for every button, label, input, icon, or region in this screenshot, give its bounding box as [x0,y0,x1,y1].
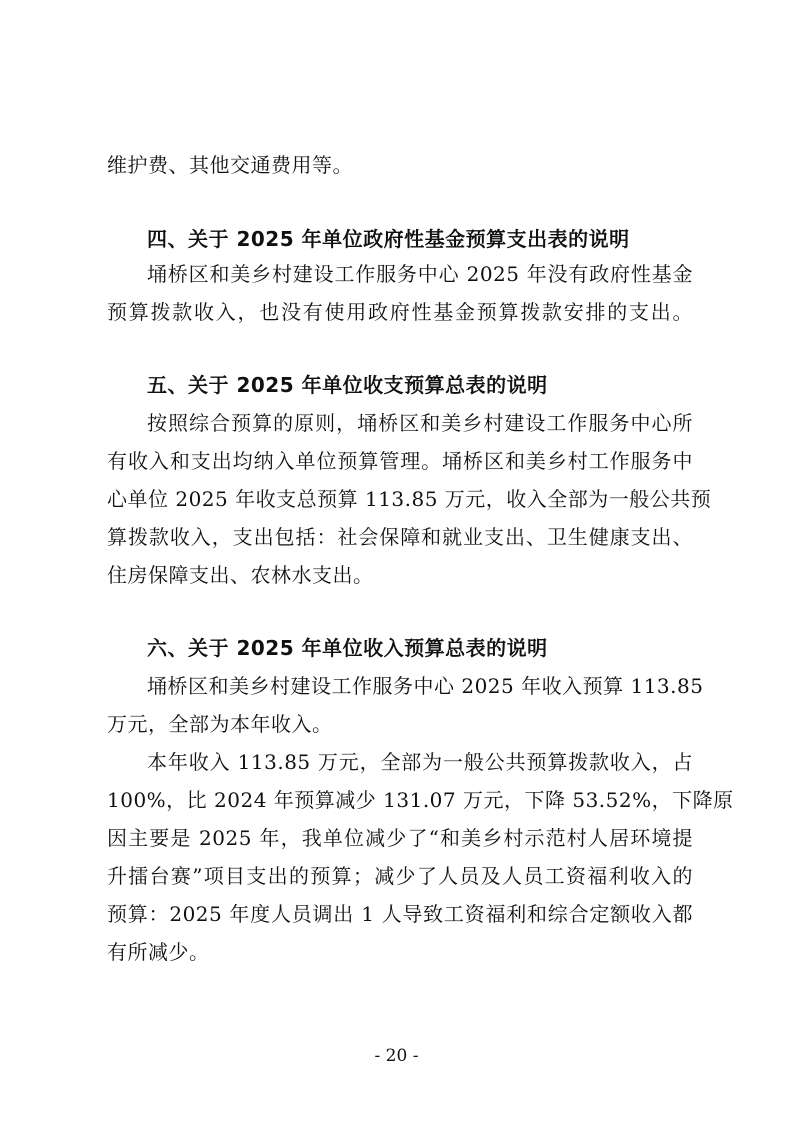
paragraph-line: 算拨款收入，支出包括：社会保障和就业支出、卫生健康支出、 [107,525,693,549]
paragraph-line: 按照综合预算的原则，埇桥区和美乡村建设工作服务中心所 [147,411,693,435]
paragraph-line: 本年收入 113.85 万元，全部为一般公共预算拨款收入，占 [147,750,693,774]
paragraph-line: 升擂台赛”项目支出的预算；减少了人员及人员工资福利收入的 [107,864,693,888]
paragraph-line: 维护费、其他交通费用等。 [107,153,353,177]
paragraph-line: 有收入和支出均纳入单位预算管理。埇桥区和美乡村工作服务中 [107,449,693,473]
paragraph-line: 有所减少。 [107,940,210,964]
paragraph-line: 万元，全部为本年收入。 [107,712,333,736]
section-heading-4: 四、关于 2025 年单位政府性基金预算支出表的说明 [147,227,630,251]
paragraph-line: 住房保障支出、农林水支出。 [107,563,374,587]
section-heading-6: 六、关于 2025 年单位收入预算总表的说明 [147,636,548,660]
page-number: - 20 - [374,1046,419,1066]
section-heading-5: 五、关于 2025 年单位收支预算总表的说明 [147,373,548,397]
paragraph-line: 预算拨款收入，也没有使用政府性基金预算拨款安排的支出。 [107,300,693,324]
paragraph-line: 100%，比 2024 年预算减少 131.07 万元，下降 53.52%，下降原 [107,788,734,812]
paragraph-line: 因主要是 2025 年，我单位减少了“和美乡村示范村人居环境提 [107,826,693,850]
paragraph-line: 预算：2025 年度人员调出 1 人导致工资福利和综合定额收入都 [107,902,693,926]
paragraph-line: 埇桥区和美乡村建设工作服务中心 2025 年没有政府性基金 [147,262,693,286]
paragraph-line: 心单位 2025 年收支总预算 113.85 万元，收入全部为一般公共预 [107,487,712,511]
paragraph-line: 埇桥区和美乡村建设工作服务中心 2025 年收入预算 113.85 [147,674,704,698]
